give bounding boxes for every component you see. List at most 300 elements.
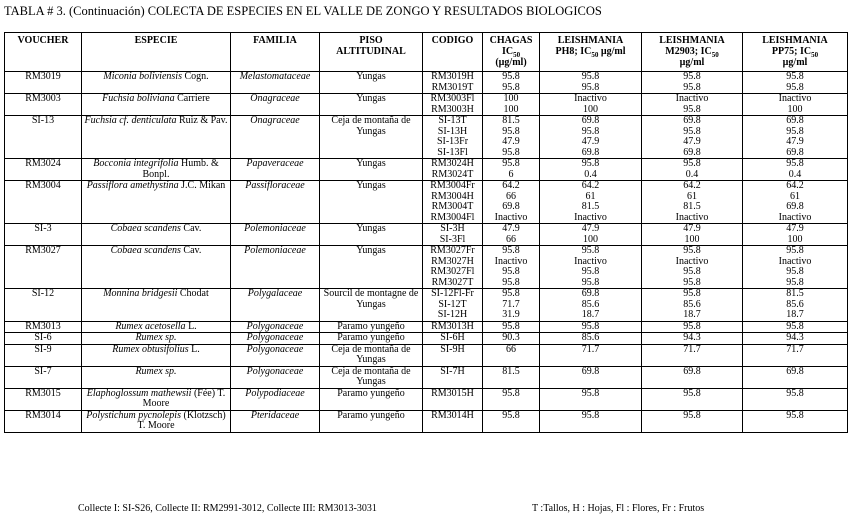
family-cell: Papaveraceae <box>231 159 320 181</box>
ic50-value: 95.8 <box>502 125 520 137</box>
ic50-value: 18.7 <box>581 309 600 320</box>
ic50-value: 66 <box>506 190 516 202</box>
table-row <box>5 72 848 94</box>
species-author: Cav. <box>180 223 202 234</box>
altitudinal-floor-cell: Paramo yungeño <box>320 321 423 333</box>
code-value: SI-13Fl <box>437 146 468 158</box>
voucher-cell: SI-3 <box>5 224 82 246</box>
family-cell: Polygonaceae <box>231 333 320 345</box>
ic50-value: 95.8 <box>683 276 701 288</box>
family-cell: Polemoniaceae <box>231 246 320 289</box>
ic50-value: 95.8 <box>581 81 600 93</box>
code-value: RM3004Fl <box>430 211 475 223</box>
chagas-ic50-cell <box>483 388 540 410</box>
chagas-ic50-cell <box>483 289 540 322</box>
ic50-value: 47.9 <box>581 136 600 147</box>
ic50-value: 100 <box>787 103 803 115</box>
ic50-value: 100 <box>503 103 519 115</box>
code-value: SI-3H <box>440 223 465 234</box>
chagas-ic50-cell <box>483 116 540 159</box>
ic50-value: 95.8 <box>786 81 804 93</box>
species-cell <box>82 333 231 345</box>
table-row <box>5 289 848 322</box>
species-author: L. <box>188 343 200 355</box>
ic50-value: Inactivo <box>778 255 812 267</box>
ic50-value: Inactivo <box>675 211 709 223</box>
leishmania-pp75-cell <box>743 72 848 94</box>
ic50-value: 95.8 <box>502 320 520 332</box>
ic50-value: 94.3 <box>683 332 701 343</box>
ic50-value: 69.8 <box>683 365 701 377</box>
species-scientific-name: Bocconia integrifolia <box>93 158 179 169</box>
ic50-value: 95.8 <box>581 125 600 137</box>
ic50-value: 95.8 <box>581 245 600 256</box>
ic50-value: 95.8 <box>581 409 600 421</box>
ic50-value: 66 <box>506 233 516 245</box>
altitudinal-floor-cell: Yungas <box>320 181 423 224</box>
ic50-value: 95.8 <box>581 266 600 277</box>
leishmania-m2903-cell <box>642 366 743 388</box>
code-cell <box>423 388 483 410</box>
leishmania-pp75-cell <box>743 333 848 345</box>
header-chagas: CHAGAS $IC_{50}$ (µg/ml) <box>483 33 540 72</box>
ic50-value: 47.9 <box>581 223 600 234</box>
code-value: RM3027T <box>431 276 474 288</box>
header-especie: ESPECIE <box>82 33 231 72</box>
leishmania-pp75-cell <box>743 159 848 181</box>
species-scientific-name: Rumex acetosella <box>115 320 186 332</box>
ic50-value: 90.3 <box>502 332 520 343</box>
species-author: L. <box>185 320 197 332</box>
leishmania-m2903-cell <box>642 289 743 322</box>
family-cell: Melastomataceae <box>231 72 320 94</box>
ic50-value: Inactivo <box>574 255 607 267</box>
leishmania-pp75-cell <box>743 321 848 333</box>
altitudinal-floor-cell: Yungas <box>320 224 423 246</box>
species-cell <box>82 72 231 94</box>
code-value: SI-9H <box>440 343 465 355</box>
ic50-value: 69.8 <box>683 146 701 158</box>
ic50-value: Inactivo <box>574 93 607 104</box>
code-cell <box>423 289 483 322</box>
species-cell <box>82 94 231 116</box>
species-cell <box>82 344 231 366</box>
code-cell <box>423 72 483 94</box>
code-value: RM3015H <box>431 387 474 399</box>
family-cell: Pteridaceae <box>231 410 320 432</box>
species-cell <box>82 246 231 289</box>
family-cell: Polemoniaceae <box>231 224 320 246</box>
footer-collects-note: Collecte I: SI-S26, Collecte II: RM2991-3012, Collecte III: RM3013-3031 <box>78 503 377 514</box>
ic50-value: 81.5 <box>683 201 701 212</box>
table-row <box>5 321 848 333</box>
voucher-cell: RM3014 <box>5 410 82 432</box>
species-author: Chodat <box>177 288 209 299</box>
header-piso: PISO ALTITUDINAL <box>320 33 423 72</box>
altitudinal-floor-cell: Ceja de montaña de Yungas <box>320 344 423 366</box>
ic50-value: 95.8 <box>683 81 701 93</box>
species-scientific-name: Cobaea scandens <box>110 223 181 234</box>
table-row <box>5 246 848 289</box>
voucher-cell: SI-12 <box>5 289 82 322</box>
code-value: SI-13H <box>437 125 468 137</box>
ic50-value: 81.5 <box>502 365 520 377</box>
altitudinal-floor-cell: Yungas <box>320 246 423 289</box>
leishmania-pp75-cell <box>743 94 848 116</box>
leishmania-ph8-cell <box>540 410 642 432</box>
ic50-value: 95.8 <box>683 320 701 332</box>
ic50-value: 95.8 <box>786 158 804 169</box>
ic50-value: 61 <box>790 190 800 202</box>
voucher-cell: RM3019 <box>5 72 82 94</box>
ic50-value: 100 <box>787 233 803 245</box>
ic50-value: 0.4 <box>584 168 597 180</box>
species-author: Carriere <box>174 93 210 104</box>
leishmania-m2903-cell <box>642 246 743 289</box>
altitudinal-floor-cell: Paramo yungeño <box>320 410 423 432</box>
header-codigo: CODIGO <box>423 33 483 72</box>
ic50-value: Inactivo <box>675 93 709 104</box>
chagas-ic50-cell <box>483 333 540 345</box>
code-value: RM3004T <box>431 201 474 212</box>
chagas-ic50-cell <box>483 246 540 289</box>
table-row <box>5 116 848 159</box>
ic50-value: 95.8 <box>581 276 600 288</box>
leishmania-m2903-cell <box>642 224 743 246</box>
ic50-value: 95.8 <box>786 409 804 421</box>
code-cell <box>423 321 483 333</box>
code-value: RM3004H <box>431 190 474 202</box>
ic50-value: 61 <box>687 190 697 202</box>
chagas-ic50-cell <box>483 321 540 333</box>
ic50-value: 69.8 <box>581 288 600 299</box>
code-value: RM3027Fl <box>430 266 475 277</box>
code-value: RM3027Fr <box>430 245 475 256</box>
table-row <box>5 159 848 181</box>
code-value: SI-12T <box>438 298 467 310</box>
chagas-ic50-cell <box>483 181 540 224</box>
voucher-cell: RM3015 <box>5 388 82 410</box>
ic50-value: 64.2 <box>502 180 520 191</box>
ic50-value: 64.2 <box>786 180 804 191</box>
voucher-cell: RM3024 <box>5 159 82 181</box>
species-author: (Klotzsch) T. Moore <box>137 409 226 431</box>
ic50-value: 95.8 <box>502 387 520 399</box>
family-cell: Polygonaceae <box>231 321 320 333</box>
leishmania-ph8-cell <box>540 289 642 322</box>
species-author: Cogn. <box>181 71 209 82</box>
table-row <box>5 333 848 345</box>
code-value: RM3027H <box>431 255 474 267</box>
table-body <box>5 72 848 433</box>
ic50-value: 95.8 <box>502 409 520 421</box>
code-cell <box>423 181 483 224</box>
table-caption: TABLA # 3. (Continuación) COLECTA DE ESPECIES EN EL VALLE DE ZONGO Y RESULTADOS BIOLOGICOS <box>4 4 602 18</box>
ic50-value: 69.8 <box>502 201 520 212</box>
ic50-value: 95.8 <box>683 71 701 82</box>
ic50-value: 94.3 <box>786 332 804 343</box>
leishmania-ph8-cell <box>540 116 642 159</box>
species-cell <box>82 181 231 224</box>
ic50-value: 31.9 <box>502 309 520 320</box>
leishmania-m2903-cell <box>642 181 743 224</box>
ic50-value: Inactivo <box>675 255 709 267</box>
ic50-value: 61 <box>585 190 596 202</box>
ic50-value: 81.5 <box>502 115 520 126</box>
leishmania-m2903-cell <box>642 333 743 345</box>
altitudinal-floor-cell: Paramo yungeño <box>320 388 423 410</box>
leishmania-pp75-cell <box>743 366 848 388</box>
chagas-ic50-cell <box>483 94 540 116</box>
code-value: RM3013H <box>431 320 474 332</box>
chagas-ic50-cell <box>483 366 540 388</box>
family-cell: Polygonaceae <box>231 344 320 366</box>
ic50-value: 85.6 <box>581 332 600 343</box>
ic50-value: 100 <box>503 93 519 104</box>
altitudinal-floor-cell: Yungas <box>320 72 423 94</box>
table-row <box>5 181 848 224</box>
leishmania-pp75-cell <box>743 388 848 410</box>
altitudinal-floor-cell: Ceja de montaña de Yungas <box>320 366 423 388</box>
family-cell: Polygalaceae <box>231 289 320 322</box>
ic50-value: 64.2 <box>683 180 701 191</box>
ic50-value: 95.8 <box>683 409 701 421</box>
leishmania-ph8-cell <box>540 388 642 410</box>
code-cell <box>423 224 483 246</box>
leishmania-ph8-cell <box>540 224 642 246</box>
voucher-cell: SI-7 <box>5 366 82 388</box>
header-voucher: VOUCHER <box>5 33 82 72</box>
ic50-value: 95.8 <box>683 245 701 256</box>
ic50-value: 69.8 <box>683 115 701 126</box>
code-value: RM3024H <box>431 158 474 169</box>
ic50-value: 95.8 <box>502 245 520 256</box>
ic50-value: 95.8 <box>683 387 701 399</box>
altitudinal-floor-cell: Yungas <box>320 94 423 116</box>
species-scientific-name: Elaphoglossum mathewsii <box>86 387 192 399</box>
results-table <box>4 32 848 433</box>
table-row <box>5 224 848 246</box>
ic50-value: 95.8 <box>683 266 701 277</box>
ic50-value: 95.8 <box>581 320 600 332</box>
leishmania-m2903-cell <box>642 94 743 116</box>
table-row <box>5 94 848 116</box>
species-author: Humb. & Bonpl. <box>142 158 219 180</box>
table-row <box>5 388 848 410</box>
species-author: (Fée) T. Moore <box>142 387 226 409</box>
ic50-value: 95.8 <box>502 146 520 158</box>
code-value: RM3024T <box>431 168 474 180</box>
ic50-value: 95.8 <box>786 266 804 277</box>
ic50-value: 100 <box>583 233 598 245</box>
ic50-value: 95.8 <box>683 158 701 169</box>
leishmania-pp75-cell <box>743 224 848 246</box>
ic50-value: 66 <box>506 343 516 355</box>
ic50-value: 95.8 <box>502 288 520 299</box>
species-cell <box>82 224 231 246</box>
ic50-value: 64.2 <box>581 180 600 191</box>
leishmania-ph8-cell <box>540 344 642 366</box>
ic50-value: 95.8 <box>786 276 804 288</box>
ic50-value: 95.8 <box>683 125 701 137</box>
ic50-value: Inactivo <box>778 211 812 223</box>
ic50-value: 47.9 <box>502 136 520 147</box>
code-value: SI-6H <box>440 332 465 343</box>
leishmania-pp75-cell <box>743 344 848 366</box>
ic50-value: 95.8 <box>786 245 804 256</box>
chagas-ic50-cell <box>483 72 540 94</box>
ic50-value: 95.8 <box>786 71 804 82</box>
altitudinal-floor-cell: Ceja de montaña de Yungas <box>320 116 423 159</box>
species-cell <box>82 388 231 410</box>
ic50-value: 0.4 <box>788 168 802 180</box>
ic50-value: 95.8 <box>502 81 520 93</box>
header-leishmania-pp75: LEISHMANIA PP75; $IC_{50}$ µg/ml <box>743 33 848 72</box>
table-row <box>5 410 848 432</box>
family-cell: Polygonaceae <box>231 366 320 388</box>
species-scientific-name: Monnina bridgesii <box>103 288 178 299</box>
ic50-value: 95.8 <box>786 320 804 332</box>
leishmania-pp75-cell <box>743 181 848 224</box>
ic50-value: 85.6 <box>683 298 701 310</box>
ic50-value: 95.8 <box>581 71 600 82</box>
leishmania-pp75-cell <box>743 289 848 322</box>
species-scientific-name: Cobaea scandens <box>110 245 181 256</box>
header-leishmania-m2903: LEISHMANIA M2903; $IC_{50}$ µg/ml <box>642 33 743 72</box>
ic50-value: 47.9 <box>502 223 520 234</box>
altitudinal-floor-cell: Paramo yungeño <box>320 333 423 345</box>
leishmania-ph8-cell <box>540 246 642 289</box>
family-cell: Onagraceae <box>231 94 320 116</box>
species-cell <box>82 159 231 181</box>
ic50-value: 95.8 <box>786 387 804 399</box>
ic50-value: 71.7 <box>683 343 701 355</box>
ic50-value: 95.8 <box>502 266 520 277</box>
leishmania-m2903-cell <box>642 344 743 366</box>
ic50-value: Inactivo <box>778 93 812 104</box>
species-author: J.C. Mikan <box>178 180 226 191</box>
species-scientific-name: Polystichum pycnolepis <box>86 409 181 421</box>
ic50-value: 71.7 <box>581 343 600 355</box>
ic50-value: 95.8 <box>502 71 520 82</box>
ic50-value: 81.5 <box>786 288 804 299</box>
leishmania-m2903-cell <box>642 410 743 432</box>
ic50-value: 47.9 <box>683 136 701 147</box>
code-cell <box>423 333 483 345</box>
family-cell: Onagraceae <box>231 116 320 159</box>
ic50-value: 95.8 <box>581 158 600 169</box>
ic50-value: 100 <box>583 103 598 115</box>
header-row <box>5 33 848 72</box>
ic50-value: 95.8 <box>581 387 600 399</box>
chagas-ic50-cell <box>483 159 540 181</box>
leishmania-m2903-cell <box>642 72 743 94</box>
family-cell: Passifloraceae <box>231 181 320 224</box>
code-value: SI-7H <box>440 365 465 377</box>
code-value: RM3019H <box>431 71 474 82</box>
leishmania-pp75-cell <box>743 116 848 159</box>
leishmania-pp75-cell <box>743 246 848 289</box>
leishmania-m2903-cell <box>642 116 743 159</box>
ic50-value: 47.9 <box>786 136 804 147</box>
footer-legend: T :Tallos, H : Hojas, Fl : Flores, Fr : Frutos <box>532 503 705 514</box>
ic50-value: 69.8 <box>786 115 804 126</box>
voucher-cell: SI-9 <box>5 344 82 366</box>
ic50-value: 95.8 <box>786 125 804 137</box>
code-value: RM3003Fl <box>430 93 475 104</box>
ic50-value: 85.6 <box>581 298 600 310</box>
species-cell <box>82 366 231 388</box>
species-scientific-name: Rumex obtusifolius <box>112 343 189 355</box>
header-leishmania-ph8: LEISHMANIA PH8; $IC_{50}$ µg/ml <box>540 33 642 72</box>
leishmania-ph8-cell <box>540 181 642 224</box>
leishmania-m2903-cell <box>642 388 743 410</box>
voucher-cell: SI-13 <box>5 116 82 159</box>
code-cell <box>423 366 483 388</box>
code-cell <box>423 344 483 366</box>
species-cell <box>82 289 231 322</box>
ic50-value: 71.7 <box>786 343 804 355</box>
code-value: RM3003H <box>431 103 474 115</box>
leishmania-m2903-cell <box>642 159 743 181</box>
voucher-cell: RM3013 <box>5 321 82 333</box>
code-value: SI-3Fl <box>439 233 466 245</box>
leishmania-ph8-cell <box>540 333 642 345</box>
leishmania-ph8-cell <box>540 72 642 94</box>
ic50-value: 69.8 <box>581 115 600 126</box>
ic50-value: 95.8 <box>502 276 520 288</box>
leishmania-ph8-cell <box>540 366 642 388</box>
leishmania-pp75-cell <box>743 410 848 432</box>
ic50-value: Inactivo <box>494 255 528 267</box>
ic50-value: 95.8 <box>502 158 520 169</box>
code-cell <box>423 159 483 181</box>
leishmania-ph8-cell <box>540 321 642 333</box>
code-value: SI-12H <box>437 309 468 320</box>
voucher-cell: RM3003 <box>5 94 82 116</box>
ic50-value: Inactivo <box>574 211 607 223</box>
ic50-value: 69.8 <box>786 201 804 212</box>
code-cell <box>423 94 483 116</box>
code-value: SI-13Fr <box>436 136 469 147</box>
chagas-ic50-cell <box>483 410 540 432</box>
species-scientific-name: Miconia boliviensis <box>103 71 182 82</box>
code-value: SI-13T <box>438 115 467 126</box>
ic50-value: 18.7 <box>786 309 804 320</box>
code-cell <box>423 410 483 432</box>
chagas-ic50-cell <box>483 224 540 246</box>
leishmania-m2903-cell <box>642 321 743 333</box>
code-cell <box>423 246 483 289</box>
ic50-value: 71.7 <box>502 298 520 310</box>
species-scientific-name: Rumex sp. <box>135 332 177 343</box>
chagas-ic50-cell <box>483 344 540 366</box>
ic50-value: 69.8 <box>581 365 600 377</box>
code-value: RM3014H <box>431 409 474 421</box>
ic50-value: 95.8 <box>683 103 701 115</box>
ic50-value: 95.8 <box>683 288 701 299</box>
ic50-value: 69.8 <box>786 146 804 158</box>
voucher-cell: RM3004 <box>5 181 82 224</box>
ic50-value: 0.4 <box>685 168 699 180</box>
altitudinal-floor-cell: Yungas <box>320 159 423 181</box>
species-author: Cav. <box>180 245 202 256</box>
ic50-value: 47.9 <box>683 223 701 234</box>
ic50-value: 47.9 <box>786 223 804 234</box>
ic50-value: 81.5 <box>581 201 600 212</box>
code-cell <box>423 116 483 159</box>
ic50-value: 69.8 <box>786 365 804 377</box>
